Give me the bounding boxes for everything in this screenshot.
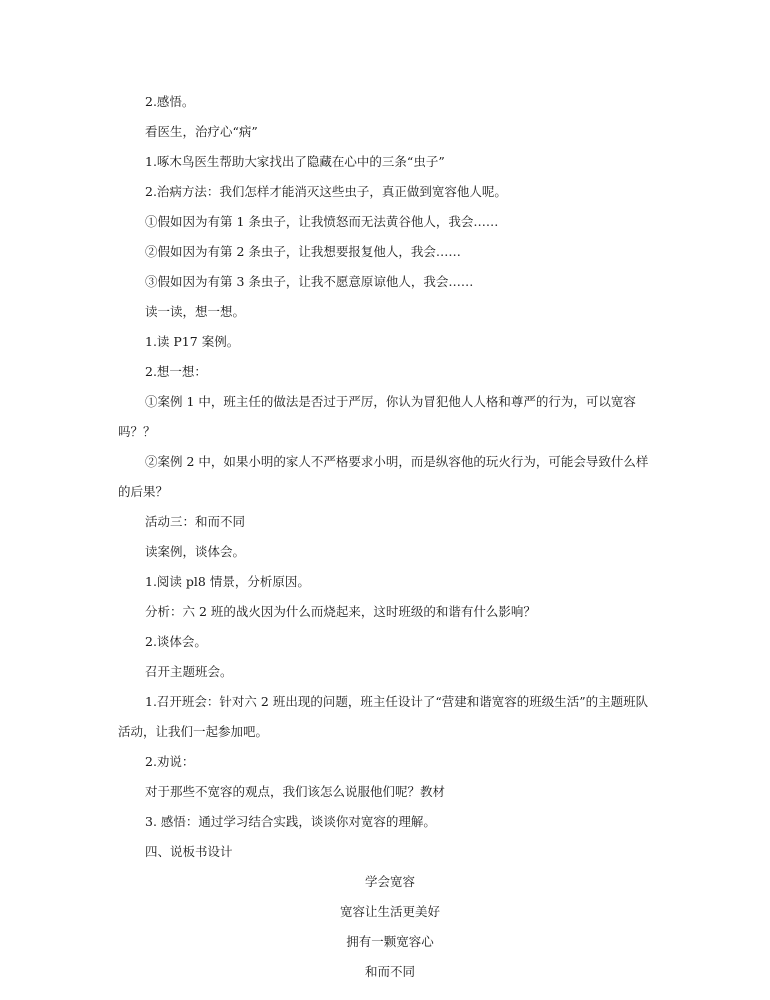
board-line: 学会宽容 xyxy=(364,874,415,889)
paragraph-case-2: ②案例 2 中，如果小明的家人不严格要求小明，而是纵容他的玩火行为，可能会导致什么样的后果？ xyxy=(118,454,649,499)
text-line: 3. 感悟：通过学习结合实践，谈谈你对宽容的理解。 xyxy=(145,814,436,829)
text-line: 1.读 P17 案例。 xyxy=(145,334,240,349)
text-line: 2.谈体会。 xyxy=(145,634,207,649)
text-line: 活动三：和而不同 xyxy=(145,514,246,529)
text-line: 1.啄木鸟医生帮助大家找出了隐藏在心中的三条“虫子” xyxy=(145,154,445,169)
text-line: 召开主题班会。 xyxy=(145,664,233,679)
text-line: ②假如因为有第 2 条虫子，让我想要报复他人，我会…… xyxy=(145,244,461,259)
text-line: 分析：六 2 班的战火因为什么而烧起来，这时班级的和谐有什么影响？ xyxy=(145,604,536,619)
text-line: ①假如因为有第 1 条虫子，让我愤怒而无法黄谷他人，我会…… xyxy=(145,214,499,229)
paragraph-class-meeting: 1.召开班会：针对六 2 班出现的问题，班主任设计了“营建和谐宽容的班级生活”的主题班队活动，让我们一起参加吧。 xyxy=(118,694,649,739)
text-line: 读案例，谈体会。 xyxy=(145,544,246,559)
text-line: 四、说板书设计 xyxy=(145,844,233,859)
board-line: 和而不同 xyxy=(364,964,415,979)
text-line: 1.阅读 pl8 情景，分析原因。 xyxy=(145,574,310,589)
text-line: 读一读，想一想。 xyxy=(145,304,246,319)
text-line: 对于那些不宽容的观点，我们该怎么说服他们呢？教材 xyxy=(145,784,446,799)
board-line: 宽容让生活更美好 xyxy=(339,904,440,919)
text-line: 2.劝说： xyxy=(145,754,195,769)
text-line: ③假如因为有第 3 条虫子，让我不愿意原谅他人，我会…… xyxy=(145,274,474,289)
text-line: 2.治病方法：我们怎样才能消灭这些虫子，真正做到宽容他人呢。 xyxy=(145,184,507,199)
text-line: 2.感悟。 xyxy=(145,94,195,109)
paragraph-case-1: ①案例 1 中，班主任的做法是否过于严厉，你认为冒犯他人人格和尊严的行为，可以宽容吗？？ xyxy=(118,394,636,439)
board-line: 拥有一颗宽容心 xyxy=(346,934,434,949)
text-line: 2.想一想： xyxy=(145,364,207,379)
text-line: 看医生，治疗心“病” xyxy=(145,124,258,139)
